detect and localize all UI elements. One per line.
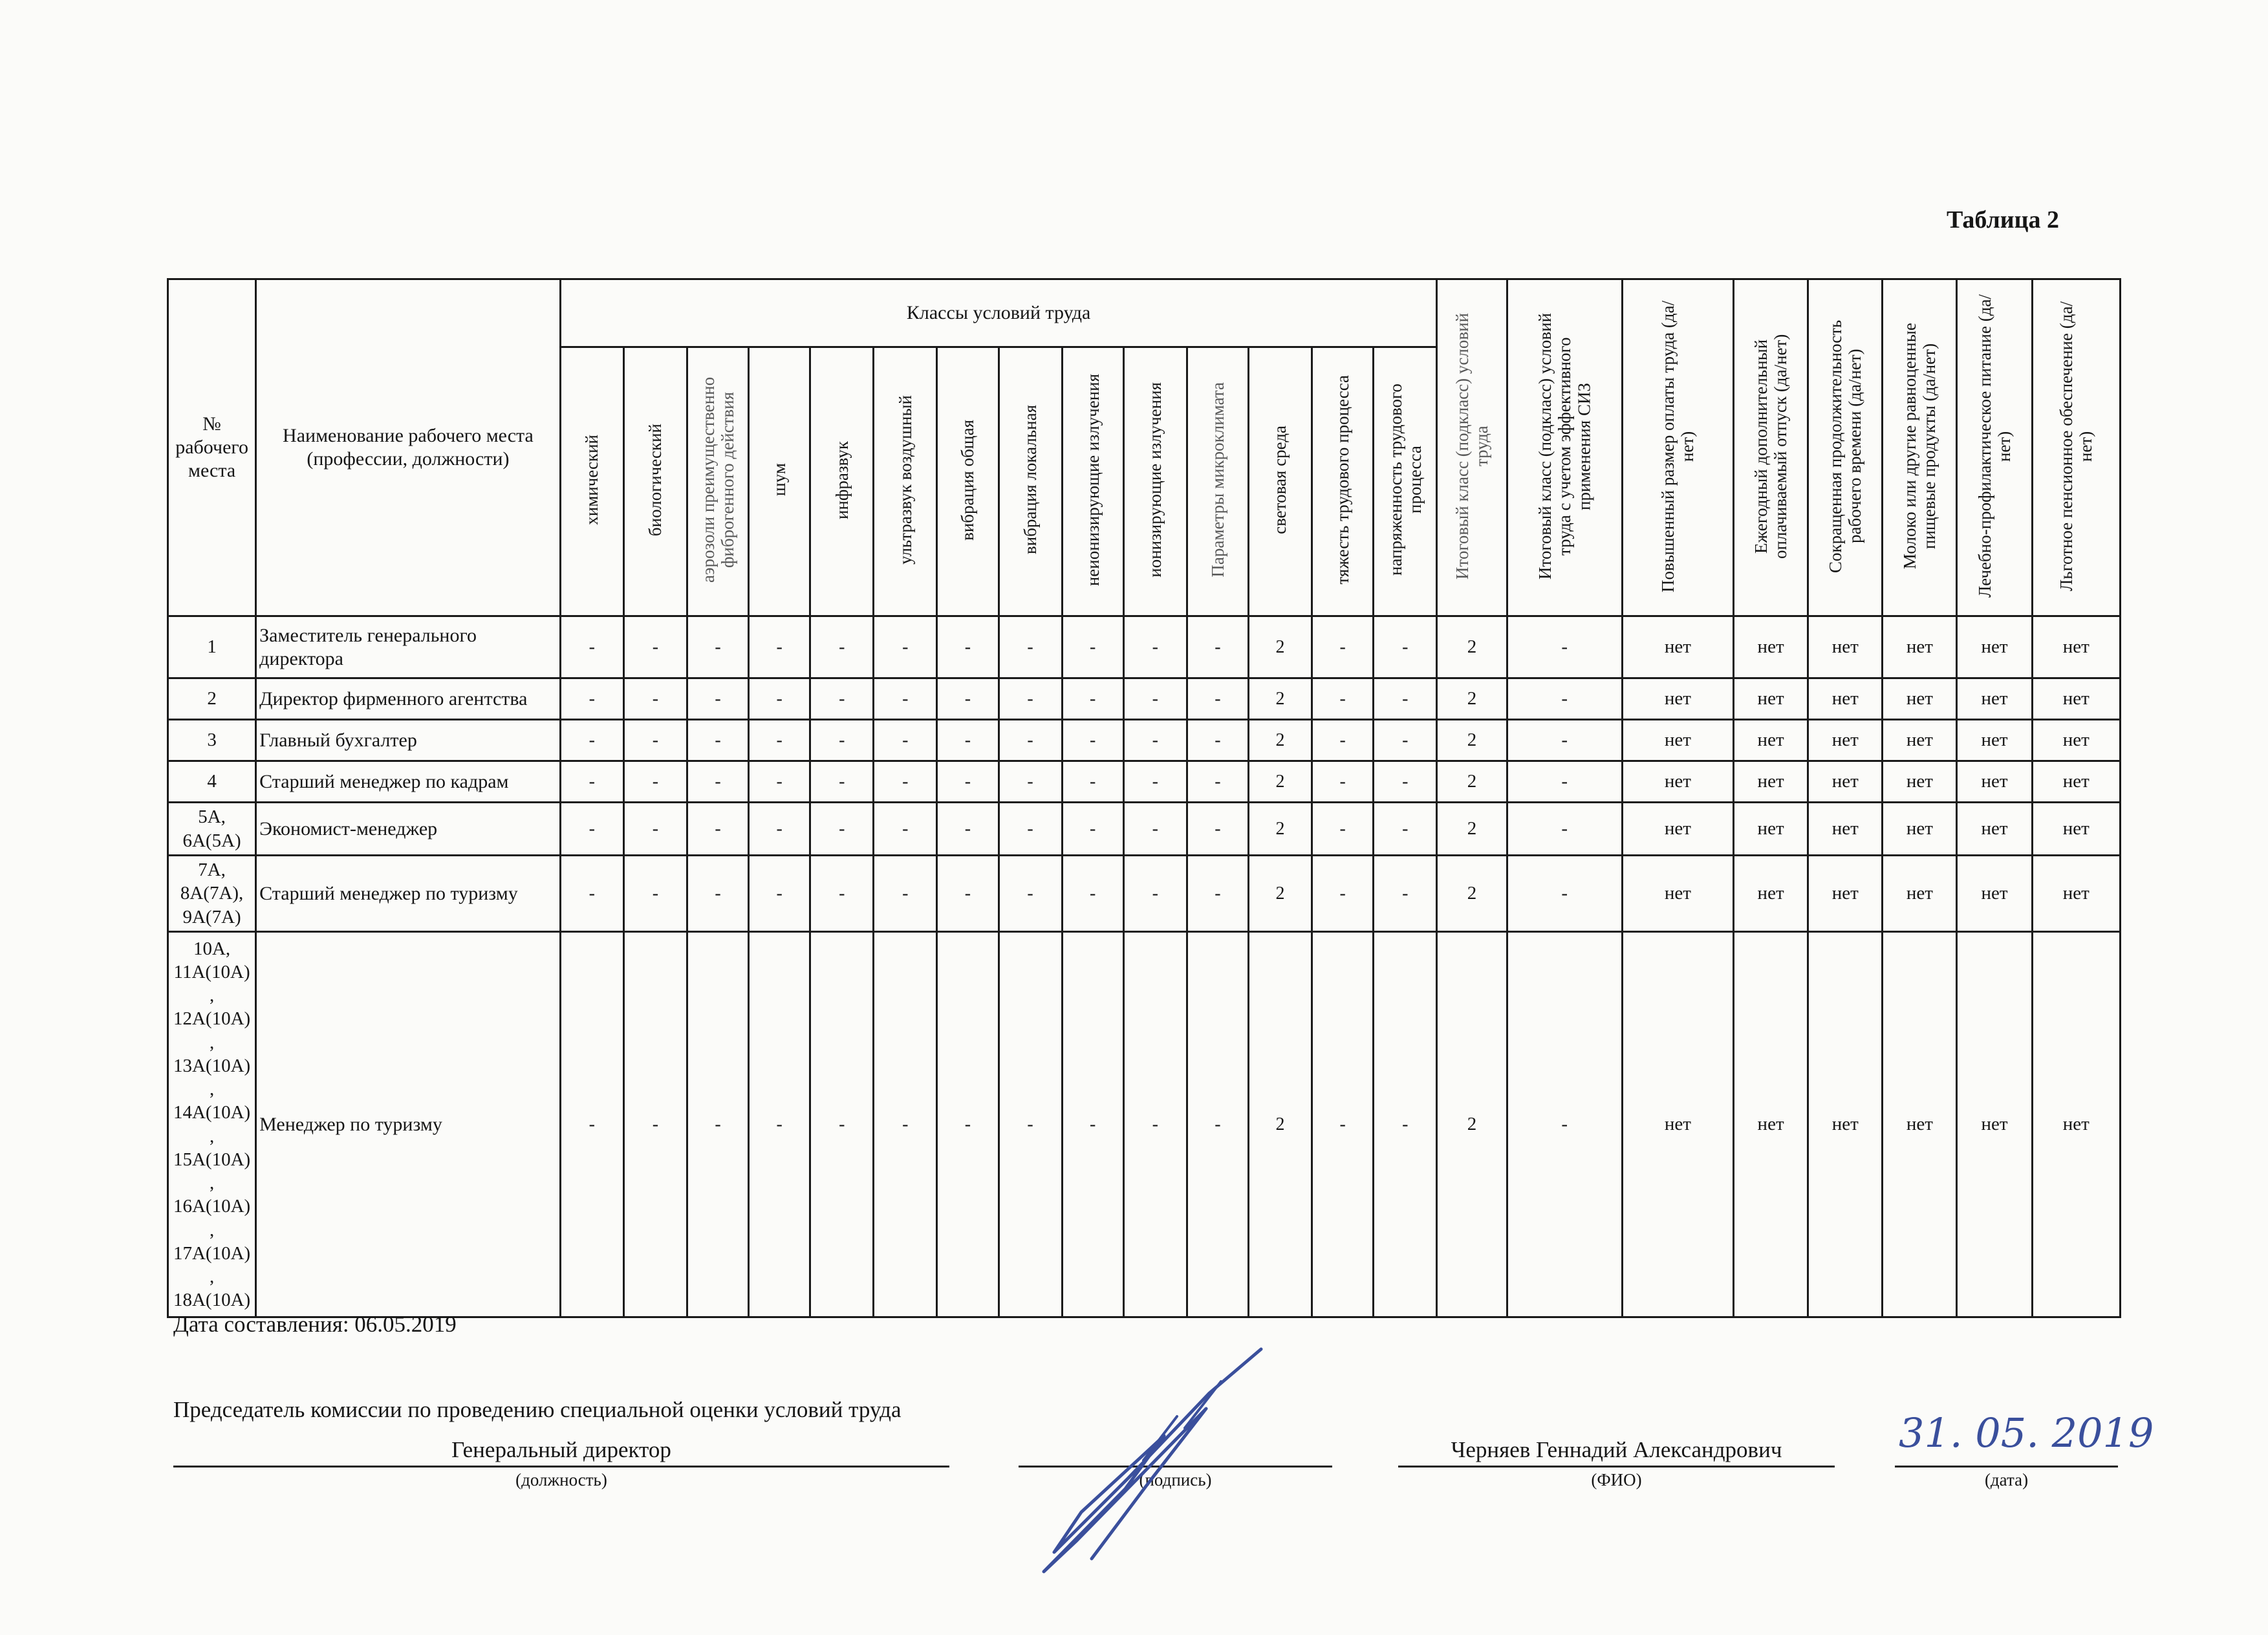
position-underline bbox=[173, 1466, 949, 1467]
cell-name: Старший менеджер по туризму bbox=[256, 856, 561, 932]
cell-factor-class: - bbox=[749, 761, 810, 803]
column-header-label: вибрация локальная bbox=[1020, 405, 1040, 555]
table-row bbox=[168, 932, 2121, 1317]
cell-guarantee: нет bbox=[1957, 856, 2032, 932]
cell-final-class: 2 bbox=[1437, 856, 1507, 932]
cell-factor-class: - bbox=[999, 678, 1062, 720]
cell-number-line: , bbox=[209, 1219, 215, 1240]
column-header-label: Ежегодный дополнительный оплачиваемый отпуск (да/нет) bbox=[1751, 333, 1791, 559]
column-header-label: ультразвук воздушный bbox=[895, 395, 915, 565]
cell-factor-class: - bbox=[1062, 678, 1123, 720]
cell-factor-class: - bbox=[999, 616, 1062, 678]
cell-factor-class: - bbox=[1374, 932, 1437, 1317]
cell-factor-class: - bbox=[687, 932, 748, 1317]
cell-guarantee: нет bbox=[2032, 761, 2120, 803]
column-header-factor bbox=[1312, 347, 1374, 616]
cell-factor-class: - bbox=[1312, 856, 1374, 932]
column-header-label: световая среда bbox=[1270, 426, 1290, 534]
cell-factor-class: - bbox=[1123, 678, 1187, 720]
table-body bbox=[168, 616, 2121, 1317]
compiled-date: Дата составления: 06.05.2019 bbox=[173, 1312, 457, 1337]
cell-name: Директор фирменного агентства bbox=[256, 678, 561, 720]
cell-factor-class: - bbox=[874, 761, 937, 803]
column-header-label: Льготное пенсионное обеспечение (да/нет) bbox=[2057, 301, 2096, 591]
cell-number-line: 5А, bbox=[198, 807, 226, 828]
table-row bbox=[168, 803, 2121, 856]
table-row bbox=[168, 856, 2121, 932]
cell-guarantee: нет bbox=[1734, 803, 1808, 856]
cell-guarantee: нет bbox=[2032, 932, 2120, 1317]
cell-factor-class: - bbox=[874, 678, 937, 720]
cell-factor-class: - bbox=[687, 803, 748, 856]
column-header-factor bbox=[810, 347, 874, 616]
cell-factor-class: - bbox=[1123, 856, 1187, 932]
cell-factor-class: - bbox=[810, 616, 874, 678]
cell-final-class-siz: - bbox=[1507, 678, 1622, 720]
column-header-label: аэрозоли преимущественно фиброгенного действия bbox=[698, 376, 737, 583]
cell-factor-class: - bbox=[937, 616, 999, 678]
cell-factor-class: - bbox=[1062, 803, 1123, 856]
cell-factor-class: - bbox=[623, 616, 687, 678]
column-header-factor bbox=[1374, 347, 1437, 616]
column-header-label: Параметры микроклимата bbox=[1207, 382, 1227, 578]
column-header-factor bbox=[623, 347, 687, 616]
cell-guarantee: нет bbox=[1622, 803, 1733, 856]
table-row bbox=[168, 720, 2121, 761]
handwritten-date bbox=[1895, 1407, 2160, 1465]
cell-factor-class: - bbox=[560, 616, 623, 678]
table-row bbox=[168, 616, 2121, 678]
cell-number bbox=[168, 761, 256, 803]
cell-number-line: 9А(7А) bbox=[182, 906, 241, 927]
column-header-label: химический bbox=[582, 435, 602, 525]
cell-factor-class: - bbox=[749, 720, 810, 761]
column-header-name: Наименование рабочего места (профессии, должности) bbox=[256, 279, 561, 616]
column-header-label: ионизирующие излучения bbox=[1145, 382, 1165, 578]
cell-factor-class: - bbox=[1062, 720, 1123, 761]
cell-factor-class: - bbox=[749, 856, 810, 932]
cell-factor-class: - bbox=[623, 720, 687, 761]
cell-guarantee: нет bbox=[1883, 720, 1957, 761]
cell-number bbox=[168, 803, 256, 856]
cell-factor-class: - bbox=[1187, 678, 1248, 720]
cell-factor-class: - bbox=[623, 932, 687, 1317]
cell-guarantee: нет bbox=[1808, 856, 1883, 932]
cell-guarantee: нет bbox=[1883, 932, 1957, 1317]
cell-guarantee: нет bbox=[1622, 761, 1733, 803]
column-header-factor bbox=[999, 347, 1062, 616]
cell-number bbox=[168, 720, 256, 761]
cell-factor-class: - bbox=[560, 761, 623, 803]
cell-guarantee: нет bbox=[1808, 720, 1883, 761]
table-caption: Таблица 2 bbox=[1947, 206, 2060, 233]
cell-final-class: 2 bbox=[1437, 932, 1507, 1317]
cell-factor-class: - bbox=[937, 932, 999, 1317]
column-header-label: шум bbox=[770, 463, 789, 497]
column-header-label: Итоговый класс (подкласс) условий труда bbox=[1452, 312, 1492, 579]
date-hint: (дата) bbox=[1984, 1470, 2029, 1489]
cell-number-line: 18А(10А) bbox=[173, 1290, 251, 1311]
cell-factor-class: 2 bbox=[1248, 761, 1312, 803]
date-underline bbox=[1895, 1466, 2118, 1467]
cell-guarantee: нет bbox=[2032, 678, 2120, 720]
cell-number-line: 14А(10А) bbox=[173, 1102, 251, 1123]
cell-factor-class: - bbox=[687, 761, 748, 803]
cell-number-line: 6А(5А) bbox=[182, 830, 241, 851]
column-header-label: биологический bbox=[645, 423, 665, 537]
column-header-guarantee bbox=[2032, 279, 2120, 616]
cell-factor-class: - bbox=[560, 720, 623, 761]
cell-guarantee: нет bbox=[1622, 720, 1733, 761]
column-header-guarantee bbox=[1883, 279, 1957, 616]
column-group-classes: Классы условий труда bbox=[560, 279, 1437, 347]
cell-factor-class: - bbox=[560, 803, 623, 856]
cell-factor-class: 2 bbox=[1248, 803, 1312, 856]
cell-guarantee: нет bbox=[1622, 932, 1733, 1317]
cell-guarantee: нет bbox=[1957, 616, 2032, 678]
cell-factor-class: - bbox=[1062, 761, 1123, 803]
cell-final-class: 2 bbox=[1437, 720, 1507, 761]
cell-name: Менеджер по туризму bbox=[256, 932, 561, 1317]
cell-factor-class: - bbox=[1123, 803, 1187, 856]
column-header-label: Лечебно-профилактическое питание (да/нет) bbox=[1974, 294, 2014, 598]
cell-number-line: 17А(10А) bbox=[173, 1242, 251, 1264]
cell-factor-class: - bbox=[1312, 616, 1374, 678]
cell-factor-class: - bbox=[1123, 616, 1187, 678]
cell-final-class-siz: - bbox=[1507, 856, 1622, 932]
cell-factor-class: - bbox=[623, 856, 687, 932]
cell-factor-class: - bbox=[874, 616, 937, 678]
cell-factor-class: - bbox=[1062, 932, 1123, 1317]
table-row bbox=[168, 761, 2121, 803]
position-value: Генеральный директор bbox=[451, 1437, 671, 1462]
fio-hint: (ФИО) bbox=[1591, 1470, 1642, 1489]
cell-factor-class: - bbox=[1187, 761, 1248, 803]
cell-name: Главный бухгалтер bbox=[256, 720, 561, 761]
cell-guarantee: нет bbox=[2032, 720, 2120, 761]
cell-factor-class: - bbox=[874, 720, 937, 761]
cell-factor-class: 2 bbox=[1248, 932, 1312, 1317]
cell-final-class-siz: - bbox=[1507, 761, 1622, 803]
cell-factor-class: - bbox=[810, 678, 874, 720]
cell-factor-class: - bbox=[1187, 932, 1248, 1317]
header-row-top bbox=[168, 279, 2121, 347]
commission-chair-title: Председатель комиссии по проведению специальной оценки условий труда bbox=[173, 1397, 902, 1422]
cell-factor-class: - bbox=[1187, 856, 1248, 932]
fio-underline bbox=[1398, 1466, 1835, 1467]
cell-final-class-siz: - bbox=[1507, 803, 1622, 856]
cell-factor-class: - bbox=[749, 678, 810, 720]
cell-guarantee: нет bbox=[1957, 932, 2032, 1317]
cell-factor-class: - bbox=[623, 803, 687, 856]
cell-factor-class: - bbox=[810, 932, 874, 1317]
cell-factor-class: - bbox=[937, 678, 999, 720]
cell-guarantee: нет bbox=[2032, 856, 2120, 932]
cell-factor-class: - bbox=[687, 720, 748, 761]
cell-number-line: , bbox=[209, 985, 215, 1006]
cell-number bbox=[168, 932, 256, 1317]
cell-final-class: 2 bbox=[1437, 616, 1507, 678]
cell-number-line: 3 bbox=[207, 730, 217, 751]
cell-guarantee: нет bbox=[1734, 678, 1808, 720]
working-conditions-table bbox=[167, 278, 2121, 1318]
column-header-label: Повышенный размер оплаты труда (да/нет) bbox=[1658, 299, 1698, 592]
cell-factor-class: - bbox=[749, 932, 810, 1317]
cell-factor-class: - bbox=[1312, 761, 1374, 803]
cell-factor-class: - bbox=[1374, 678, 1437, 720]
cell-factor-class: - bbox=[999, 720, 1062, 761]
column-header-guarantee bbox=[1957, 279, 2032, 616]
cell-guarantee: нет bbox=[1957, 803, 2032, 856]
cell-factor-class: - bbox=[687, 856, 748, 932]
table-row bbox=[168, 678, 2121, 720]
cell-factor-class: - bbox=[999, 932, 1062, 1317]
cell-guarantee: нет bbox=[1883, 803, 1957, 856]
cell-factor-class: - bbox=[1123, 932, 1187, 1317]
cell-name: Экономист-менеджер bbox=[256, 803, 561, 856]
handwritten-date-text: 31. 05. 2019 bbox=[1899, 1409, 2154, 1456]
cell-factor-class: - bbox=[1062, 616, 1123, 678]
cell-guarantee: нет bbox=[2032, 803, 2120, 856]
cell-factor-class: 2 bbox=[1248, 856, 1312, 932]
column-header-factor bbox=[1123, 347, 1187, 616]
cell-factor-class: - bbox=[1374, 720, 1437, 761]
column-header-factor bbox=[874, 347, 937, 616]
cell-number-line: 2 bbox=[207, 688, 217, 709]
column-header-number: № рабочего места bbox=[168, 279, 256, 616]
fio-value: Черняев Геннадий Александрович bbox=[1451, 1437, 1782, 1462]
cell-factor-class: - bbox=[560, 856, 623, 932]
cell-factor-class: - bbox=[1312, 720, 1374, 761]
cell-number-line: 7А, bbox=[198, 860, 226, 881]
cell-factor-class: - bbox=[937, 803, 999, 856]
cell-guarantee: нет bbox=[1734, 856, 1808, 932]
cell-guarantee: нет bbox=[1808, 678, 1883, 720]
cell-factor-class: - bbox=[810, 803, 874, 856]
column-header-label: вибрация общая bbox=[958, 419, 978, 541]
cell-factor-class: - bbox=[810, 856, 874, 932]
cell-name: Заместитель генерального директора bbox=[256, 616, 561, 678]
cell-guarantee: нет bbox=[1622, 856, 1733, 932]
cell-name: Старший менеджер по кадрам bbox=[256, 761, 561, 803]
cell-factor-class: - bbox=[1312, 678, 1374, 720]
cell-guarantee: нет bbox=[1808, 616, 1883, 678]
cell-factor-class: - bbox=[1123, 761, 1187, 803]
cell-number-line: , bbox=[209, 1173, 215, 1193]
cell-number-line: , bbox=[209, 1079, 215, 1099]
cell-final-class-siz: - bbox=[1507, 932, 1622, 1317]
cell-guarantee: нет bbox=[1957, 720, 2032, 761]
cell-factor-class: - bbox=[687, 678, 748, 720]
cell-factor-class: - bbox=[810, 720, 874, 761]
cell-number bbox=[168, 856, 256, 932]
column-header-guarantee bbox=[1808, 279, 1883, 616]
cell-factor-class: - bbox=[1312, 932, 1374, 1317]
cell-guarantee: нет bbox=[1622, 616, 1733, 678]
cell-factor-class: - bbox=[623, 678, 687, 720]
column-header-factor bbox=[749, 347, 810, 616]
cell-final-class-siz: - bbox=[1507, 616, 1622, 678]
fio-field bbox=[1398, 1437, 1835, 1490]
cell-number-line: 11А(10А) bbox=[173, 961, 250, 982]
cell-guarantee: нет bbox=[1957, 678, 2032, 720]
cell-guarantee: нет bbox=[1808, 803, 1883, 856]
cell-guarantee: нет bbox=[1808, 932, 1883, 1317]
signature-hint: (подпись) bbox=[1139, 1470, 1212, 1489]
cell-final-class-siz: - bbox=[1507, 720, 1622, 761]
column-header-label: Сокращенная продолжительность рабочего времени (да/нет) bbox=[1825, 319, 1865, 573]
cell-factor-class: - bbox=[1123, 720, 1187, 761]
cell-guarantee: нет bbox=[1622, 678, 1733, 720]
column-header-final-class bbox=[1437, 279, 1507, 616]
cell-number-line: 12А(10А) bbox=[173, 1008, 251, 1030]
cell-factor-class: 2 bbox=[1248, 616, 1312, 678]
cell-guarantee: нет bbox=[1734, 616, 1808, 678]
cell-factor-class: 2 bbox=[1248, 678, 1312, 720]
column-header-guarantee bbox=[1734, 279, 1808, 616]
cell-number bbox=[168, 616, 256, 678]
column-header-label: Молоко или другие равноценные пищевые продукты (да/нет) bbox=[1900, 323, 1939, 569]
column-header-factor bbox=[560, 347, 623, 616]
cell-number-line: 8А(7А), bbox=[180, 883, 244, 904]
column-header-label: тяжесть трудового процесса bbox=[1332, 375, 1352, 585]
cell-number-line: 16А(10А) bbox=[173, 1196, 251, 1217]
cell-number bbox=[168, 678, 256, 720]
column-header-final-class-siz bbox=[1507, 279, 1622, 616]
cell-number-line: 13А(10А) bbox=[173, 1055, 251, 1076]
cell-guarantee: нет bbox=[1734, 720, 1808, 761]
cell-factor-class: - bbox=[1062, 856, 1123, 932]
cell-number-line: 1 bbox=[207, 636, 217, 658]
position-field bbox=[173, 1437, 949, 1490]
cell-factor-class: - bbox=[999, 761, 1062, 803]
cell-guarantee: нет bbox=[1883, 616, 1957, 678]
column-header-factor bbox=[1248, 347, 1312, 616]
cell-factor-class: - bbox=[749, 616, 810, 678]
cell-factor-class: - bbox=[1187, 720, 1248, 761]
column-header-factor bbox=[687, 347, 748, 616]
cell-final-class: 2 bbox=[1437, 803, 1507, 856]
column-header-label: Итоговый класс (подкласс) условий труда с учетом эффективного применения СИЗ bbox=[1535, 312, 1594, 579]
cell-number-line: 10А, bbox=[193, 938, 231, 959]
cell-factor-class: - bbox=[749, 803, 810, 856]
cell-factor-class: - bbox=[560, 932, 623, 1317]
column-header-label: неионизирующие излучения bbox=[1083, 373, 1103, 587]
cell-factor-class: - bbox=[1374, 803, 1437, 856]
column-header-factor bbox=[1187, 347, 1248, 616]
cell-guarantee: нет bbox=[2032, 616, 2120, 678]
cell-guarantee: нет bbox=[1883, 856, 1957, 932]
cell-factor-class: - bbox=[1187, 616, 1248, 678]
column-header-factor bbox=[1062, 347, 1123, 616]
cell-factor-class: - bbox=[623, 761, 687, 803]
column-header-guarantee bbox=[1622, 279, 1733, 616]
cell-guarantee: нет bbox=[1734, 761, 1808, 803]
cell-factor-class: 2 bbox=[1248, 720, 1312, 761]
cell-factor-class: - bbox=[1374, 856, 1437, 932]
cell-final-class: 2 bbox=[1437, 678, 1507, 720]
column-header-factor bbox=[937, 347, 999, 616]
cell-factor-class: - bbox=[874, 932, 937, 1317]
cell-number-line: , bbox=[209, 1266, 215, 1287]
cell-number-line: , bbox=[209, 1125, 215, 1147]
cell-guarantee: нет bbox=[1883, 678, 1957, 720]
handwritten-signature-mark bbox=[1015, 1345, 1287, 1578]
cell-factor-class: - bbox=[1312, 803, 1374, 856]
cell-factor-class: - bbox=[874, 803, 937, 856]
cell-factor-class: - bbox=[999, 803, 1062, 856]
cell-factor-class: - bbox=[1187, 803, 1248, 856]
column-header-label: напряженность трудового процесса bbox=[1385, 384, 1425, 576]
cell-factor-class: - bbox=[560, 678, 623, 720]
cell-number-line: , bbox=[209, 1032, 215, 1053]
cell-final-class: 2 bbox=[1437, 761, 1507, 803]
cell-guarantee: нет bbox=[1734, 932, 1808, 1317]
cell-factor-class: - bbox=[810, 761, 874, 803]
cell-factor-class: - bbox=[687, 616, 748, 678]
cell-factor-class: - bbox=[999, 856, 1062, 932]
cell-factor-class: - bbox=[937, 856, 999, 932]
cell-factor-class: - bbox=[937, 761, 999, 803]
cell-guarantee: нет bbox=[1808, 761, 1883, 803]
cell-factor-class: - bbox=[1374, 616, 1437, 678]
cell-guarantee: нет bbox=[1883, 761, 1957, 803]
cell-number-line: 4 bbox=[207, 771, 217, 792]
position-hint: (должность) bbox=[515, 1470, 607, 1489]
cell-factor-class: - bbox=[874, 856, 937, 932]
cell-guarantee: нет bbox=[1957, 761, 2032, 803]
column-header-label: инфразвук bbox=[832, 440, 852, 519]
cell-factor-class: - bbox=[1374, 761, 1437, 803]
cell-factor-class: - bbox=[937, 720, 999, 761]
cell-number-line: 15А(10А) bbox=[173, 1149, 251, 1170]
